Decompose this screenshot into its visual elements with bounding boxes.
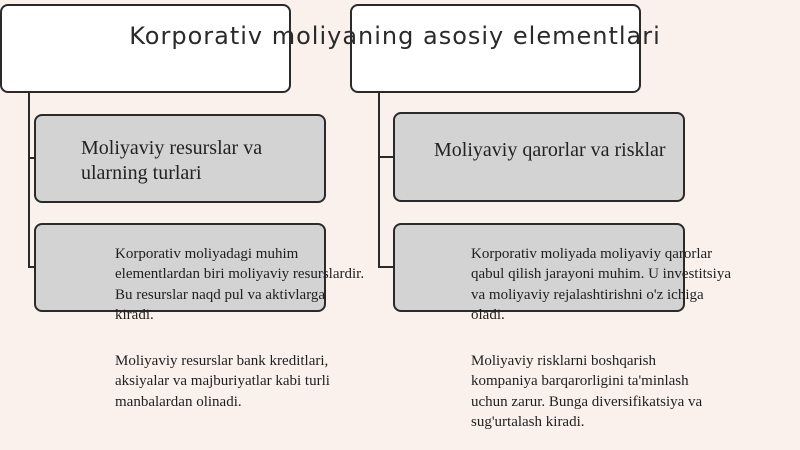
right-connector-vertical [378,93,380,268]
right-connector-branch-2 [378,266,393,268]
left-paragraph-2: Moliyaviy resurslar bank kreditlari, aksiyalar va majburiyatlar kabi turli manbalardan olinadi. [115,353,330,410]
right-heading: Moliyaviy qarorlar va risklar [434,139,666,161]
right-paragraph-2: Moliyaviy risklarni boshqarish kompaniya barqarorligini ta'minlash uchun zarur. Bunga diversifikatsiya va sug'urtalash kiradi. [471,353,703,430]
right-connector-branch-1 [378,156,393,158]
diagram-title: Korporativ moliyaning asosiy elementlari [129,22,661,50]
right-paragraph-1: Korporativ moliyada moliyaviy qarorlar qabul qilish jarayoni muhim. U investitsiya va moliyaviy rejalashtirishni o'z ichiga oladi. [471,246,731,323]
left-connector-vertical [28,93,30,268]
left-paragraph-1: Korporativ moliyadagi muhim elementlardan biri moliyaviy resurslardir. Bu resurslar naqd pul va aktivlarga kiradi. [115,246,365,323]
left-heading: Moliyaviy resurslar va ularning turlari [81,137,263,184]
